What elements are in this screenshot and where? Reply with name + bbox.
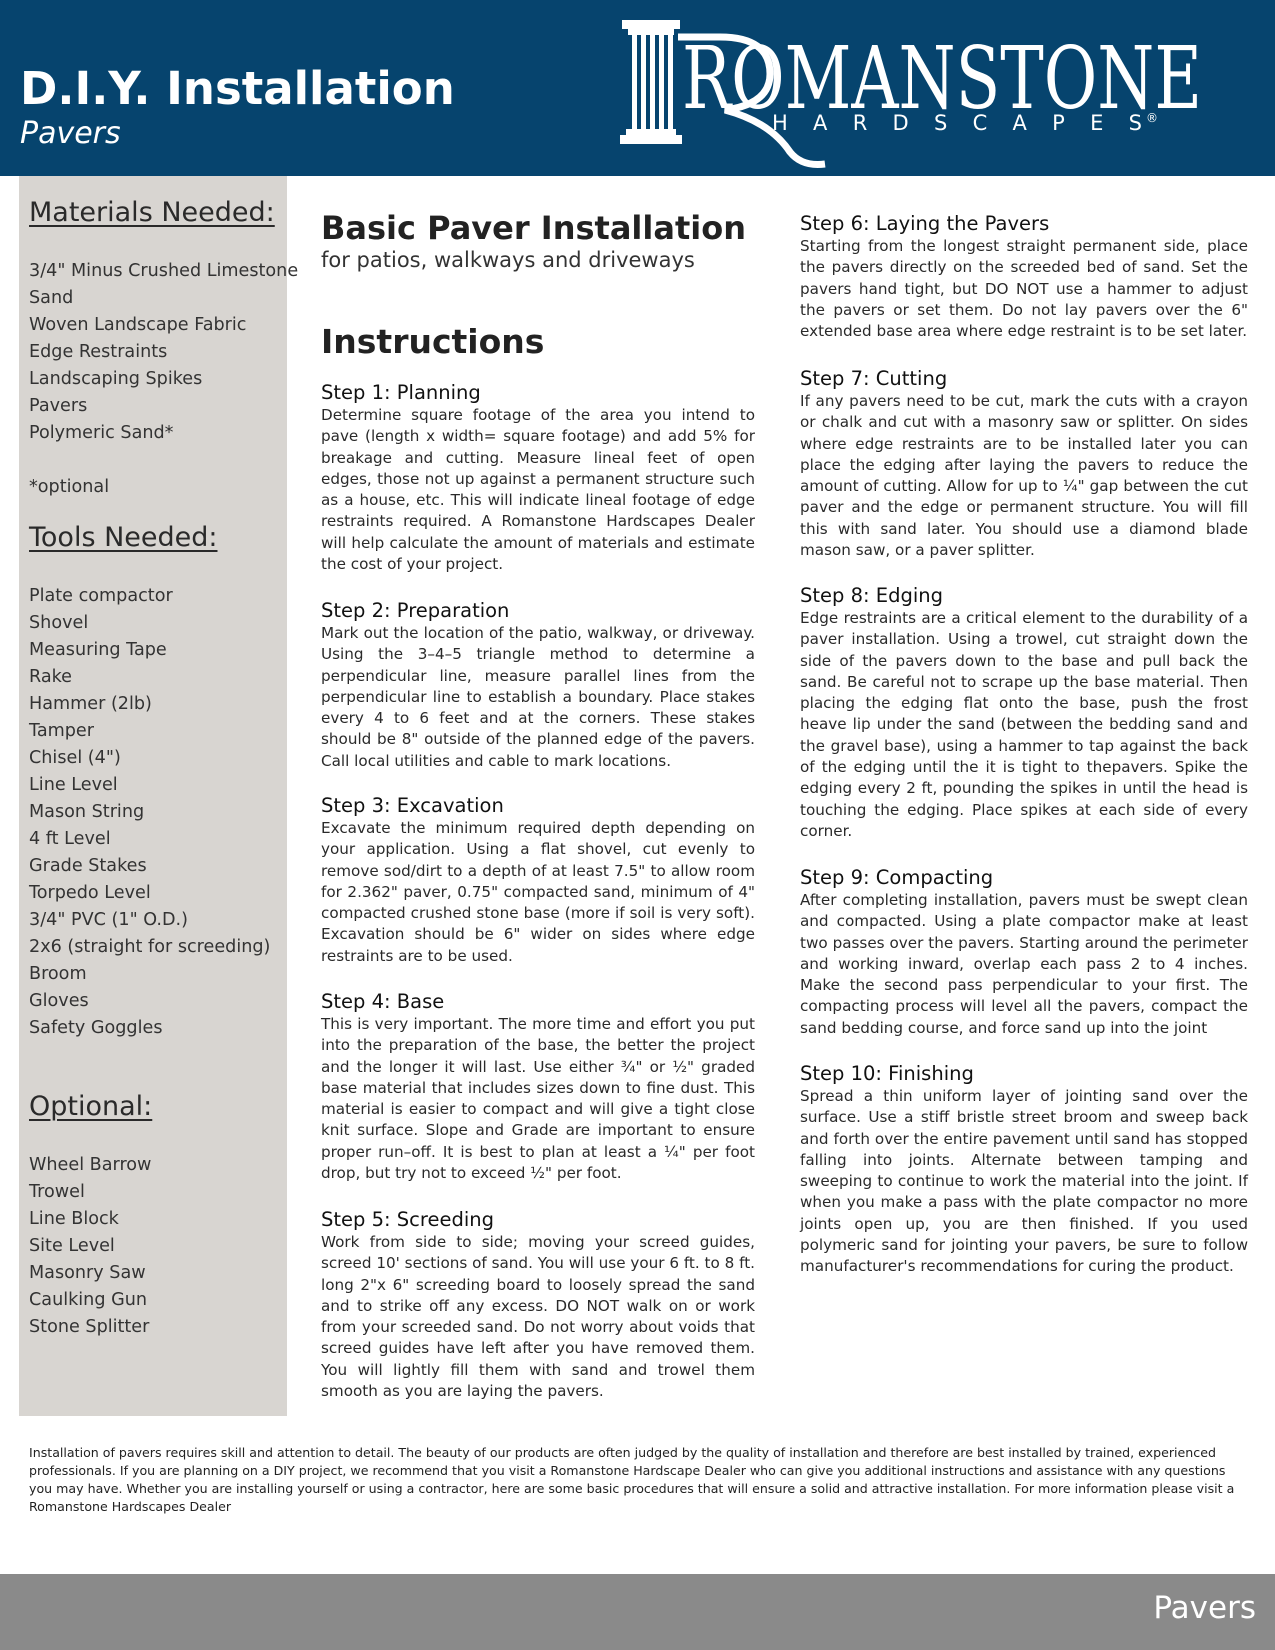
step-9 xyxy=(800,866,1248,1039)
step-title: Step 7: Cutting xyxy=(800,367,948,390)
step-body: After completing installation, pavers must be swept clean and compacted. Using a plate compactor make at least two passes over the pavers. Starting around the perimeter and working inward, overlap each pass 2 to 4 inches. Make the second pass perpendicular to your first. The compacting process will level all the pavers, compact the sand bedding course, and force sand up into the joint xyxy=(800,891,1248,1037)
step-7 xyxy=(800,367,1248,561)
list-item: Hammer (2lb) xyxy=(29,694,152,714)
step-body: Spread a thin uniform layer of jointing sand over the surface. Use a stiff bristle street broom and sweep back and forth over the entire pavement until sand has stopped falling into joints. Alternate between tamping and sweeping to continue to work the material into the joint. If when you make a pass with the plate compactor no more joints open up, you are then finished. If you used polymeric sand for jointing your pavers, be sure to follow manufacturer's recommendations for curing the product. xyxy=(800,1087,1248,1276)
list-item: Chisel (4") xyxy=(29,748,121,768)
list-item: Site Level xyxy=(29,1236,115,1256)
step-title: Step 4: Base xyxy=(321,990,445,1013)
step-body: Edge restraints are a critical element to the durability of a paver installation. Using a trowel, cut straight down the side of the pavers down to the base and pull back the sand. Be careful not to scrape up the base material. Then placing the edging flat onto the base, push the frost heave lip under the sand (between the bedding sand and the gravel base), using a hammer to tap against the back of the edging until the it is tight to thepavers. Spike the edging every 2 ft, pounding the spikes in until the head is touching the edging. Place spikes at each side of every corner. xyxy=(800,609,1248,840)
list-item: 4 ft Level xyxy=(29,829,111,849)
step-title: Step 2: Preparation xyxy=(321,599,510,622)
list-item: Plate compactor xyxy=(29,586,173,606)
list-item: 2x6 (straight for screeding) xyxy=(29,937,271,957)
step-6 xyxy=(800,212,1248,342)
list-item: Gloves xyxy=(29,991,89,1011)
step-title: Step 10: Finishing xyxy=(800,1062,974,1085)
pillar-icon xyxy=(620,20,682,144)
step-title: Step 3: Excavation xyxy=(321,794,504,817)
header-title: D.I.Y. Installation xyxy=(20,62,455,115)
step-body: Determine square footage of the area you intend to pave (length x width= square footage) and add 5% for breakage and cutting. Measure lineal feet of open edges, those not up against a permanent structure such as a house, etc. This will indicate lineal footage of edge restraints required. A Romanstone Hardscapes Dealer will help calculate the amount of materials and estimate the cost of your project. xyxy=(321,406,755,574)
list-item: Pavers xyxy=(29,396,88,416)
optional-note: *optional xyxy=(29,477,110,497)
footer-label: Pavers xyxy=(1153,1590,1256,1626)
tools-list xyxy=(29,583,270,1042)
step-body: Starting from the longest straight permanent side, place the pavers directly on the screeded bed of sand. Set the pavers hand tight, but DO NOT use a hammer to adjust the pavers or set them. Do not lay pavers over the 6" extended base area where edge restraint is to be set later. xyxy=(800,237,1248,341)
list-item: Mason String xyxy=(29,802,145,822)
step-title: Step 6: Laying the Pavers xyxy=(800,212,1050,235)
step-body: Work from side to side; moving your screed guides, screed 10' sections of sand. You will use your 6 ft. to 8 ft. long 2"x 6" screeding board to loosely spread the sand and to strike off any excess. DO NOT walk on or work from your screeded sand. Do not worry about voids that screed guides have left after you have removed them. You will lightly fill them with sand and trowel them smooth as you are laying the pavers. xyxy=(321,1233,755,1401)
instructions-heading: Instructions xyxy=(321,322,545,361)
list-item: Broom xyxy=(29,964,87,984)
optional-list xyxy=(29,1152,151,1341)
list-item: 3/4" Minus Crushed Limestone xyxy=(29,261,299,281)
step-title: Step 9: Compacting xyxy=(800,866,994,889)
step-2 xyxy=(321,599,755,772)
step-title: Step 8: Edging xyxy=(800,584,944,607)
list-item: Trowel xyxy=(29,1182,85,1202)
materials-list xyxy=(29,258,298,501)
registered-mark: ® xyxy=(1146,111,1158,125)
list-item: Safety Goggles xyxy=(29,1018,163,1038)
step-3 xyxy=(321,794,755,967)
step-8 xyxy=(800,584,1248,842)
list-item: Line Level xyxy=(29,775,118,795)
list-item xyxy=(29,447,298,474)
list-item: Line Block xyxy=(29,1209,119,1229)
disclaimer-text: Installation of pavers requires skill and attention to detail. The beauty of our products are often judged by the quality of installation and therefore are best installed by trained, experienced professionals. If you are planning on a DIY project, we recommend that you visit a Romanstone Hardscape Dealer who can give you additional instructions and assistance with any questions you may have. Whether you are installing yourself or using a contractor, here are some basic procedures that will ensure a solid and attractive installation. For more information please visit a Romanstone Hardscapes Dealer xyxy=(29,1445,1235,1514)
page-subtitle: for patios, walkways and driveways xyxy=(321,248,695,272)
optional-heading: Optional: xyxy=(29,1091,153,1122)
romanstone-logo xyxy=(620,12,1260,172)
step-body: Mark out the location of the patio, walkway, or driveway. Using the 3–4–5 triangle method to determine a perpendicular line, measure parallel lines from the perpendicular line to establish a boundary. Place stakes every 4 to 6 feet and at the corners. These stakes should be 8" outside of the planned edge of the pavers. Call local utilities and cable to mark locations. xyxy=(321,624,755,770)
list-item: Wheel Barrow xyxy=(29,1155,152,1175)
step-body: Excavate the minimum required depth depending on your application. Using a flat shovel, cut evenly to remove sod/dirt to a depth of at least 7.5" to allow room for 2.362" paver, 0.75" compacted sand, minimum of 4" compacted crushed stone base (more if soil is very soft). Excavation should be 6" wider on sides where edge restraints are to be used. xyxy=(321,819,755,965)
list-item: Measuring Tape xyxy=(29,640,167,660)
list-item: Torpedo Level xyxy=(29,883,151,903)
header-banner xyxy=(0,0,1275,176)
list-item: Sand xyxy=(29,288,74,308)
footer-bar xyxy=(0,1574,1275,1650)
sidebar xyxy=(19,176,299,1416)
list-item: Landscaping Spikes xyxy=(29,369,203,389)
list-item: Polymeric Sand* xyxy=(29,423,174,443)
list-item: Stone Splitter xyxy=(29,1317,150,1337)
logo-subtitle: HARDSCAPES xyxy=(772,111,1142,135)
step-title: Step 1: Planning xyxy=(321,381,481,404)
materials-heading: Materials Needed: xyxy=(29,197,275,228)
step-1 xyxy=(321,381,755,575)
step-body: If any pavers need to be cut, mark the cuts with a crayon or chalk and cut with a masonry saw or splitter. On sides where edge restraints are to be installed later you can place the edging after laying the pavers to reduce the amount of cutting. Allow for up to ¼" gap between the cut paver and the edge or permanent structure. You will fill this with sand later. You should use a diamond blade mason saw, or a paver splitter. xyxy=(800,392,1248,560)
list-item: Grade Stakes xyxy=(29,856,147,876)
step-5 xyxy=(321,1208,755,1402)
list-item: Woven Landscape Fabric xyxy=(29,315,247,335)
step-title: Step 5: Screeding xyxy=(321,1208,494,1231)
header-subtitle: Pavers xyxy=(20,116,121,151)
tools-heading: Tools Needed: xyxy=(29,522,218,553)
list-item: Edge Restraints xyxy=(29,342,168,362)
list-item: Caulking Gun xyxy=(29,1290,148,1310)
list-item: Shovel xyxy=(29,613,89,633)
list-item: Tamper xyxy=(29,721,94,741)
step-10 xyxy=(800,1062,1248,1278)
step-4 xyxy=(321,990,755,1184)
list-item: Rake xyxy=(29,667,73,687)
page-title: Basic Paver Installation xyxy=(321,209,746,247)
list-item: 3/4" PVC (1" O.D.) xyxy=(29,910,188,930)
logo-wordmark: ROMANSTONE xyxy=(682,29,1202,129)
step-body: This is very important. The more time and effort you put into the preparation of the base, the better the project and the longer it will last. Use either ¾" or ½" graded base material that includes sizes down to fine dust. This material is easier to compact and will give a tight close knit surface. Slope and Grade are important to ensure proper run–off. It is best to plan at least a ¼" per foot drop, but try not to exceed ½" per foot. xyxy=(321,1015,755,1183)
list-item: Masonry Saw xyxy=(29,1263,146,1283)
